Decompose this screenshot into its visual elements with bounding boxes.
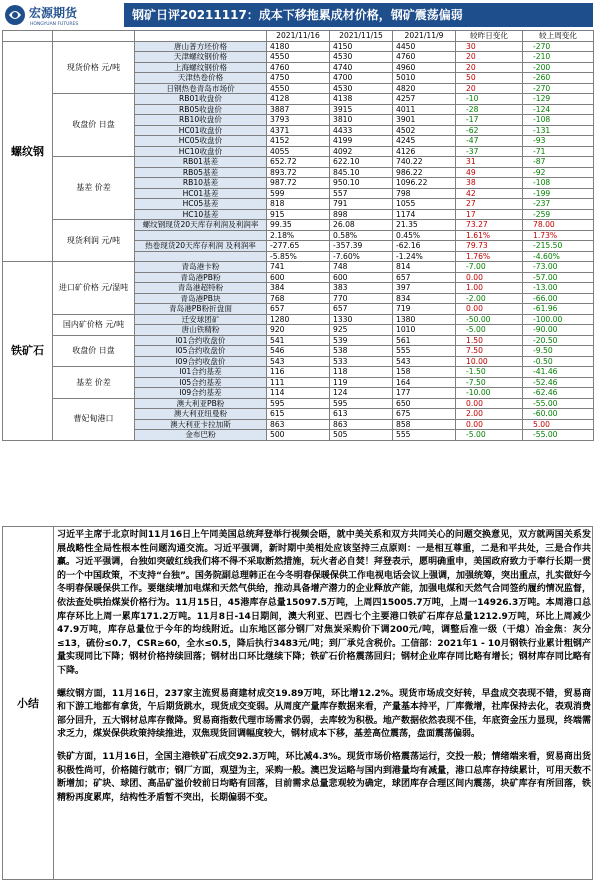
value-cell: 4433 xyxy=(330,125,393,136)
day-change-cell: -62 xyxy=(456,125,523,136)
item-name: I01合约收盘价 xyxy=(135,335,267,346)
item-name: I05合约收盘价 xyxy=(135,346,267,357)
value-cell: 4011 xyxy=(393,104,456,115)
value-cell: 863 xyxy=(267,419,330,430)
week-change-cell: -20.50 xyxy=(523,335,594,346)
item-name: HC05收盘价 xyxy=(135,136,267,147)
value-cell: 99.35 xyxy=(267,220,330,231)
day-change-cell: 1.76% xyxy=(456,251,523,262)
value-cell: 858 xyxy=(393,419,456,430)
value-cell: 384 xyxy=(267,283,330,294)
value-cell: 116 xyxy=(267,367,330,378)
value-cell: 1330 xyxy=(330,314,393,325)
value-cell: 4126 xyxy=(393,146,456,157)
week-change-cell: -55.00 xyxy=(523,398,594,409)
value-cell: 177 xyxy=(393,388,456,399)
value-cell: 652.72 xyxy=(267,157,330,168)
day-change-cell: 1.00 xyxy=(456,283,523,294)
value-cell: 599 xyxy=(267,188,330,199)
value-cell: -277.65 xyxy=(267,241,330,252)
day-change-cell: -5.00 xyxy=(456,325,523,336)
value-cell: 533 xyxy=(330,356,393,367)
value-cell: 0.45% xyxy=(393,230,456,241)
item-name: 澳大利亚卡拉加斯 xyxy=(135,419,267,430)
value-cell: 3793 xyxy=(267,115,330,126)
value-cell: 798 xyxy=(393,188,456,199)
week-change-cell: 5.00 xyxy=(523,419,594,430)
group-label: 现货利润 元/吨 xyxy=(53,220,135,262)
summary-section xyxy=(2,526,593,880)
value-cell: 986.22 xyxy=(393,167,456,178)
group-label: 进口矿价格 元/湿吨 xyxy=(53,262,135,315)
group-label: 收盘价 日盘 xyxy=(53,94,135,157)
value-cell: 561 xyxy=(393,335,456,346)
item-name: 青岛港卡粉 xyxy=(135,262,267,273)
value-cell: -62.16 xyxy=(393,241,456,252)
value-cell: 863 xyxy=(330,419,393,430)
value-cell: 4530 xyxy=(330,83,393,94)
value-cell: 893.72 xyxy=(267,167,330,178)
value-cell: 2.18% xyxy=(267,230,330,241)
item-name: I05合约基差 xyxy=(135,377,267,388)
day-change-cell: -28 xyxy=(456,104,523,115)
value-cell: 4150 xyxy=(330,41,393,52)
week-change-cell: -124 xyxy=(523,104,594,115)
day-change-cell: 20 xyxy=(456,52,523,63)
value-cell: 600 xyxy=(330,272,393,283)
value-cell: 1055 xyxy=(393,199,456,210)
value-cell: 164 xyxy=(393,377,456,388)
day-change-cell: -7.50 xyxy=(456,377,523,388)
summary-label: 小结 xyxy=(3,527,54,879)
value-cell: 4820 xyxy=(393,83,456,94)
day-change-cell: -17 xyxy=(456,115,523,126)
value-cell: 114 xyxy=(267,388,330,399)
item-name xyxy=(135,251,267,262)
item-name: 热卷现货20天库存利润 及利润率 xyxy=(135,241,267,252)
value-cell: 768 xyxy=(267,293,330,304)
day-change-cell: 0.00 xyxy=(456,398,523,409)
group-label: 曹妃甸港口 xyxy=(53,398,135,440)
value-cell: 543 xyxy=(267,356,330,367)
value-cell: 600 xyxy=(267,272,330,283)
day-change-cell: 38 xyxy=(456,178,523,189)
item-name: RB01收盘价 xyxy=(135,94,267,105)
value-cell: 0.58% xyxy=(330,230,393,241)
week-change-cell: -129 xyxy=(523,94,594,105)
week-change-cell: -71 xyxy=(523,146,594,157)
week-change-cell: -0.50 xyxy=(523,356,594,367)
value-cell: 4245 xyxy=(393,136,456,147)
day-change-cell: 79.73 xyxy=(456,241,523,252)
value-cell: 557 xyxy=(330,188,393,199)
week-change-cell: -60.00 xyxy=(523,409,594,420)
table-row xyxy=(3,157,594,168)
summary-paragraph-macro: 习近平主席于北京时间11月16日上午同美国总统拜登举行视频会晤，就中美关系和双方共同关心的问题交换意见，双方就两国关系发展战略性全局性根本性问题沟通交流。习近平强调，新时期中美相处应该坚持三点原则：一是相互尊重，二是和平共处，三是合作共赢。习近平强调，台独如突破红线我们将不得不采取断然措施，玩火者必自焚！拜登表示，愿明确重申，美国政府致力于奉行长期一贯的一个中国政策，不支持“台独”。国务院副总理韩正在今冬明春保暖保供工作电视电话会议上强调，加强统筹，突出重点，扎实做好今冬明春保暖保供工作。要继续增加电煤和天然气供给，推动具备增产潜力的企业释放产能，加强电煤和天然气合同签约履约情况监督，依法查处哄抬煤炭价格行为。11月15日，45港库存总量15097.5万吨，上周四15005.7万吨，上周一14926.3万吨。本周港口总库存环比上周一累库171.2万吨。11月8日-14日期间，澳大利亚、巴西七个主要港口铁矿石库存总量1212.9万吨，环比上周减少47.9万吨，库存总量位于今年的均线附近。山东地区部分钢厂对焦炭采购价下调200元/吨，调整后准一级（干熄）冶金焦：灰分≤13，硫份≤0.7，CSR≥60，全水≤0.5，降后执行3483元/吨；到厂承兑含税价。工信部：2021年1 - 10月钢铁行业累计粗钢产量实现同比下降；钢材价格持续回落；钢材出口环比继续下降；铁矿石价格震荡回归；钢材企业库存同比略有增长；钢材库存同比略有下降。 xyxy=(57,530,591,676)
value-cell: 505 xyxy=(330,430,393,441)
summary-paragraph-iron-ore: 铁矿方面，11月16日，全国主港铁矿石成交92.3万吨，环比减4.3%。现货市场价格震荡运行，交投一般；情绪端来看，贸易商出货积极性尚可，价格随行就市；钢厂方面，观望为主，采购一般。澳巴发运略与国内到港量均有减量，港口总库存持续累计，可用天数不断增加；矿块、球团、高品矿溢价较前日均略有回落，目前需求总量悲观较为确定，球团库存合理区间内震荡，块矿库存有所回落，铁精粉再度累库，结构性矛盾暂不突出，长期偏弱不变。 xyxy=(57,751,591,803)
price-table xyxy=(2,30,594,441)
day-change-cell: 2.00 xyxy=(456,409,523,420)
week-change-cell: -100.00 xyxy=(523,314,594,325)
value-cell: 675 xyxy=(393,409,456,420)
column-header xyxy=(53,31,135,42)
section-label: 铁矿石 xyxy=(3,262,53,441)
week-change-cell: -66.00 xyxy=(523,293,594,304)
day-change-cell: -2.00 xyxy=(456,293,523,304)
week-change-cell: -52.46 xyxy=(523,377,594,388)
table-row xyxy=(3,94,594,105)
summary-paragraph-rebar: 螺纹钢方面，11月16日，237家主流贸易商建材成交19.89万吨，环比增12.2%。现货市场成交好转，早盘成交表现不错，贸易商和下游工地都有拿货，午后期货跳水，现货成交变弱。从周度产量库存数据来看，产量基本持平，厂库微增，社库保持去化，表观消费部分回升，五大钢材总库存微降。贸易商指数代理市场需求仍弱，去库较为积极。地产数据依然表现不佳，年底资金压力显现，终端需求乏力，煤炭保供政策持续推进，双焦现货回调幅度较大，钢材成本下移，基差高位震荡，盘面震荡偏弱。 xyxy=(57,688,591,740)
logo-cn-text: 宏源期货 xyxy=(29,6,78,20)
value-cell: 5010 xyxy=(393,73,456,84)
group-label: 基差 价差 xyxy=(53,157,135,220)
value-cell: 4502 xyxy=(393,125,456,136)
day-change-cell: 1.61% xyxy=(456,230,523,241)
value-cell: 595 xyxy=(330,398,393,409)
day-change-cell: -1.50 xyxy=(456,367,523,378)
value-cell: 719 xyxy=(393,304,456,315)
value-cell: 4530 xyxy=(330,52,393,63)
item-name: HC10收盘价 xyxy=(135,146,267,157)
value-cell: 657 xyxy=(393,272,456,283)
value-cell: 4092 xyxy=(330,146,393,157)
value-cell: -5.85% xyxy=(267,251,330,262)
week-change-cell: -90.00 xyxy=(523,325,594,336)
day-change-cell: 1.50 xyxy=(456,335,523,346)
table-row xyxy=(3,41,594,52)
week-change-cell: -62.46 xyxy=(523,388,594,399)
value-cell: 111 xyxy=(267,377,330,388)
item-name: I09合约收盘价 xyxy=(135,356,267,367)
value-cell: 4700 xyxy=(330,73,393,84)
value-cell: 650 xyxy=(393,398,456,409)
value-cell: 613 xyxy=(330,409,393,420)
value-cell: -7.60% xyxy=(330,251,393,262)
day-change-cell: -10.00 xyxy=(456,388,523,399)
value-cell: 615 xyxy=(267,409,330,420)
group-label: 基差 价差 xyxy=(53,367,135,399)
value-cell: 1010 xyxy=(393,325,456,336)
value-cell: 500 xyxy=(267,430,330,441)
value-cell: 834 xyxy=(393,293,456,304)
value-cell: -357.39 xyxy=(330,241,393,252)
value-cell: 4450 xyxy=(393,41,456,52)
section-label: 螺纹钢 xyxy=(3,41,53,262)
column-header: 较上周变化 xyxy=(523,31,594,42)
value-cell: 546 xyxy=(267,346,330,357)
value-cell: 622.10 xyxy=(330,157,393,168)
value-cell: 538 xyxy=(330,346,393,357)
value-cell: 791 xyxy=(330,199,393,210)
item-name: I01合约基差 xyxy=(135,367,267,378)
value-cell: 543 xyxy=(393,356,456,367)
value-cell: 541 xyxy=(267,335,330,346)
week-change-cell: -270 xyxy=(523,41,594,52)
week-change-cell: -210 xyxy=(523,52,594,63)
day-change-cell: 73.27 xyxy=(456,220,523,231)
value-cell: 383 xyxy=(330,283,393,294)
value-cell: 3810 xyxy=(330,115,393,126)
week-change-cell: -108 xyxy=(523,115,594,126)
group-label: 收盘价 日盘 xyxy=(53,335,135,367)
day-change-cell: -50.00 xyxy=(456,314,523,325)
value-cell: 1096.22 xyxy=(393,178,456,189)
value-cell: 925 xyxy=(330,325,393,336)
value-cell: 1280 xyxy=(267,314,330,325)
day-change-cell: 20 xyxy=(456,62,523,73)
week-change-cell: -57.00 xyxy=(523,272,594,283)
report-title: 钢矿日评20211117：成本下移拖累成材价格，钢矿震荡偏弱 xyxy=(124,3,593,27)
week-change-cell: -9.50 xyxy=(523,346,594,357)
header xyxy=(0,0,597,30)
item-name: 青岛港PB粉折盘面 xyxy=(135,304,267,315)
column-header xyxy=(3,31,53,42)
day-change-cell: 42 xyxy=(456,188,523,199)
value-cell: 4152 xyxy=(267,136,330,147)
value-cell: 4180 xyxy=(267,41,330,52)
day-change-cell: 50 xyxy=(456,73,523,84)
value-cell: 1380 xyxy=(393,314,456,325)
column-header: 较昨日变化 xyxy=(456,31,523,42)
item-name: HC10基差 xyxy=(135,209,267,220)
value-cell: 595 xyxy=(267,398,330,409)
day-change-cell: 17 xyxy=(456,209,523,220)
value-cell: 4760 xyxy=(267,62,330,73)
week-change-cell: -199 xyxy=(523,188,594,199)
day-change-cell: 0.00 xyxy=(456,272,523,283)
value-cell: 920 xyxy=(267,325,330,336)
table-row xyxy=(3,398,594,409)
value-cell: 26.08 xyxy=(330,220,393,231)
item-name: 青岛港PB块 xyxy=(135,293,267,304)
value-cell: 4128 xyxy=(267,94,330,105)
value-cell: 4760 xyxy=(393,52,456,63)
value-cell: 4550 xyxy=(267,52,330,63)
week-change-cell: -93 xyxy=(523,136,594,147)
item-name: 澳大利亚PB粉 xyxy=(135,398,267,409)
value-cell: 915 xyxy=(267,209,330,220)
table-row xyxy=(3,367,594,378)
column-header: 2021/11/16 xyxy=(267,31,330,42)
group-label: 现货价格 元/吨 xyxy=(53,41,135,94)
item-name: 螺纹钢现货20天库存利润及利润率 xyxy=(135,220,267,231)
week-change-cell: -200 xyxy=(523,62,594,73)
item-name: HC01收盘价 xyxy=(135,125,267,136)
value-cell: 657 xyxy=(267,304,330,315)
value-cell: 657 xyxy=(330,304,393,315)
day-change-cell: 10.00 xyxy=(456,356,523,367)
value-cell: 3901 xyxy=(393,115,456,126)
value-cell: 1174 xyxy=(393,209,456,220)
value-cell: 124 xyxy=(330,388,393,399)
week-change-cell: -61.96 xyxy=(523,304,594,315)
day-change-cell: 30 xyxy=(456,41,523,52)
item-name: HC05基差 xyxy=(135,199,267,210)
week-change-cell: -92 xyxy=(523,167,594,178)
value-cell: 555 xyxy=(393,346,456,357)
item-name: RB05基差 xyxy=(135,167,267,178)
table-row xyxy=(3,220,594,231)
day-change-cell: 7.50 xyxy=(456,346,523,357)
item-name: 唐山普方坯价格 xyxy=(135,41,267,52)
day-change-cell: -5.00 xyxy=(456,430,523,441)
item-name: RB10收盘价 xyxy=(135,115,267,126)
value-cell: 555 xyxy=(393,430,456,441)
item-name: 金布巴粉 xyxy=(135,430,267,441)
week-change-cell: -237 xyxy=(523,199,594,210)
week-change-cell: -41.46 xyxy=(523,367,594,378)
week-change-cell: -131 xyxy=(523,125,594,136)
item-name: RB05收盘价 xyxy=(135,104,267,115)
value-cell: 740.22 xyxy=(393,157,456,168)
group-label: 国内矿价格 元/吨 xyxy=(53,314,135,335)
day-change-cell: 0.00 xyxy=(456,304,523,315)
day-change-cell: 31 xyxy=(456,157,523,168)
week-change-cell: -4.60% xyxy=(523,251,594,262)
week-change-cell: -270 xyxy=(523,83,594,94)
day-change-cell: 49 xyxy=(456,167,523,178)
value-cell: 4371 xyxy=(267,125,330,136)
day-change-cell: -7.00 xyxy=(456,262,523,273)
value-cell: 3887 xyxy=(267,104,330,115)
day-change-cell: 27 xyxy=(456,199,523,210)
column-header: 2021/11/15 xyxy=(330,31,393,42)
table-row xyxy=(3,262,594,273)
value-cell: 4740 xyxy=(330,62,393,73)
day-change-cell: 20 xyxy=(456,83,523,94)
week-change-cell: 1.73% xyxy=(523,230,594,241)
item-name: 青岛港超特粉 xyxy=(135,283,267,294)
value-cell: 818 xyxy=(267,199,330,210)
column-header xyxy=(135,31,267,42)
value-cell: 950.10 xyxy=(330,178,393,189)
week-change-cell: -87 xyxy=(523,157,594,168)
value-cell: 397 xyxy=(393,283,456,294)
item-name: 唐山铁精粉 xyxy=(135,325,267,336)
item-name: 澳大利亚纽曼粉 xyxy=(135,409,267,420)
item-name: I09合约基差 xyxy=(135,388,267,399)
week-change-cell: -259 xyxy=(523,209,594,220)
value-cell: 119 xyxy=(330,377,393,388)
value-cell: -1.24% xyxy=(393,251,456,262)
item-name: 天津热卷价格 xyxy=(135,73,267,84)
item-name: RB10基差 xyxy=(135,178,267,189)
value-cell: 4550 xyxy=(267,83,330,94)
item-name: 青岛港PB粉 xyxy=(135,272,267,283)
week-change-cell: -73.00 xyxy=(523,262,594,273)
week-change-cell: -215.50 xyxy=(523,241,594,252)
day-change-cell: -47 xyxy=(456,136,523,147)
value-cell: 118 xyxy=(330,367,393,378)
week-change-cell: 78.00 xyxy=(523,220,594,231)
day-change-cell: -10 xyxy=(456,94,523,105)
value-cell: 845.10 xyxy=(330,167,393,178)
table-row xyxy=(3,335,594,346)
item-name: 上海螺纹钢价格 xyxy=(135,62,267,73)
value-cell: 4750 xyxy=(267,73,330,84)
column-header: 2021/11/9 xyxy=(393,31,456,42)
week-change-cell: -55.00 xyxy=(523,430,594,441)
value-cell: 158 xyxy=(393,367,456,378)
week-change-cell: -108 xyxy=(523,178,594,189)
week-change-cell: -260 xyxy=(523,73,594,84)
item-name: RB01基差 xyxy=(135,157,267,168)
value-cell: 898 xyxy=(330,209,393,220)
summary-body xyxy=(57,529,591,814)
value-cell: 770 xyxy=(330,293,393,304)
hongyuan-logo xyxy=(4,3,122,27)
item-name: 天津螺纹钢价格 xyxy=(135,52,267,63)
value-cell: 4960 xyxy=(393,62,456,73)
day-change-cell: 0.00 xyxy=(456,419,523,430)
item-name: HC01基差 xyxy=(135,188,267,199)
item-name xyxy=(135,230,267,241)
logo-en-text: HONGYUAN FUTURES xyxy=(30,22,79,27)
table-row xyxy=(3,314,594,325)
value-cell: 4055 xyxy=(267,146,330,157)
week-change-cell: -13.00 xyxy=(523,283,594,294)
value-cell: 987.72 xyxy=(267,178,330,189)
value-cell: 4138 xyxy=(330,94,393,105)
table-header-row xyxy=(3,31,594,42)
day-change-cell: -37 xyxy=(456,146,523,157)
value-cell: 21.35 xyxy=(393,220,456,231)
value-cell: 3915 xyxy=(330,104,393,115)
item-name: 日钢热卷青岛市场价 xyxy=(135,83,267,94)
value-cell: 741 xyxy=(267,262,330,273)
item-name: 迁安球团矿 xyxy=(135,314,267,325)
value-cell: 4199 xyxy=(330,136,393,147)
value-cell: 748 xyxy=(330,262,393,273)
value-cell: 539 xyxy=(330,335,393,346)
value-cell: 814 xyxy=(393,262,456,273)
value-cell: 4257 xyxy=(393,94,456,105)
